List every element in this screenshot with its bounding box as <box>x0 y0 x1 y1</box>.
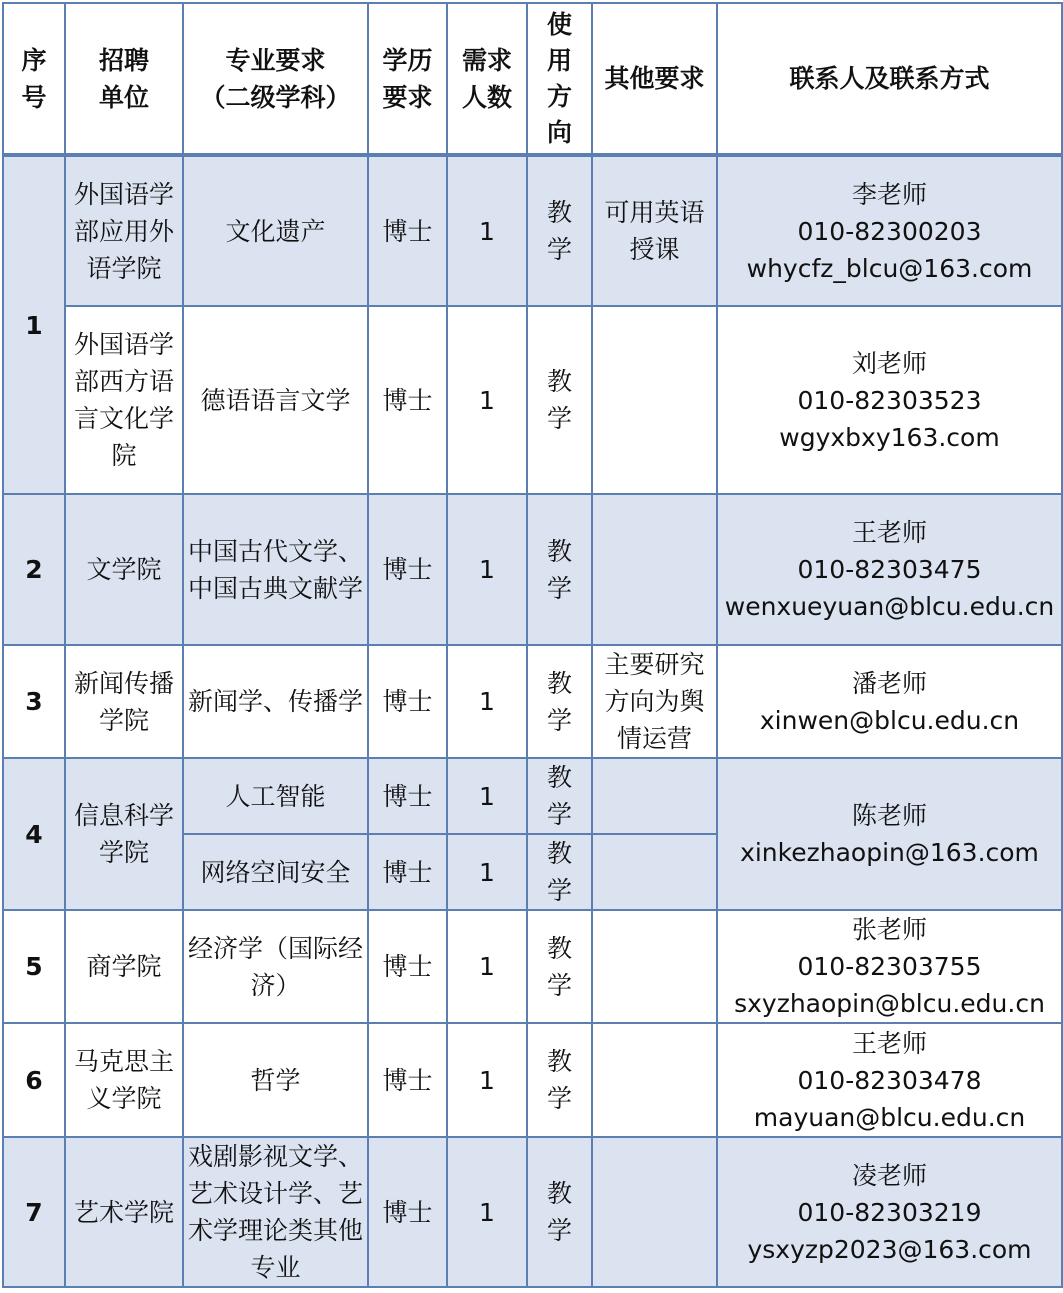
contact-cell <box>717 1137 1062 1287</box>
count-cell: 1 <box>447 1137 527 1287</box>
table-row <box>3 494 1062 645</box>
table-row <box>3 645 1062 758</box>
contact-cell <box>717 910 1062 1023</box>
contact-email: xinkezhaopin@163.com <box>740 838 1039 867</box>
degree-cell: 博士 <box>368 494 447 645</box>
contact-name: 王老师 <box>851 518 927 547</box>
direction-cell: 教 学 <box>527 1023 592 1137</box>
table-row <box>3 306 1062 494</box>
contact-phone: 010-82303219 <box>797 1197 982 1227</box>
table-row <box>3 758 1062 834</box>
other-cell <box>592 758 717 834</box>
row-index: 6 <box>3 1023 65 1137</box>
table-row <box>3 155 1062 306</box>
contact-name: 潘老师 <box>851 668 927 698</box>
contact-phone: 010-82303475 <box>797 555 982 584</box>
degree-cell: 博士 <box>368 910 447 1023</box>
recruitment-table <box>2 2 1063 1288</box>
contact-email: xinwen@blcu.edu.cn <box>759 705 1020 735</box>
major-cell: 哲学 <box>183 1023 368 1137</box>
contact-cell <box>717 494 1062 645</box>
direction-cell: 教 学 <box>527 910 592 1023</box>
unit-cell: 商学院 <box>65 910 183 1023</box>
major-cell: 新闻学、传播学 <box>183 645 368 758</box>
count-cell: 1 <box>447 645 527 758</box>
row-index: 2 <box>3 494 65 645</box>
contact-name: 刘老师 <box>851 348 927 378</box>
count-cell: 1 <box>447 758 527 834</box>
direction-cell: 教 学 <box>527 645 592 758</box>
count-cell: 1 <box>447 910 527 1023</box>
row-index: 7 <box>3 1137 65 1287</box>
count-cell: 1 <box>447 306 527 494</box>
major-cell: 德语语言文学 <box>183 306 368 494</box>
other-cell <box>592 1023 717 1137</box>
degree-cell: 博士 <box>368 306 447 494</box>
direction-cell: 教 学 <box>527 306 592 494</box>
unit-cell: 外国语学部应用外语学院 <box>65 155 183 306</box>
row-index: 5 <box>3 910 65 1023</box>
count-cell: 1 <box>447 834 527 910</box>
contact-name: 李老师 <box>851 179 927 209</box>
contact-phone: 010-82300203 <box>797 216 982 246</box>
degree-cell: 博士 <box>368 155 447 306</box>
contact-cell <box>717 306 1062 494</box>
direction-cell: 教 学 <box>527 1137 592 1287</box>
other-cell <box>592 910 717 1023</box>
contact-cell <box>717 1023 1062 1137</box>
degree-cell: 博士 <box>368 834 447 910</box>
header-major: 专业要求 （二级学科） <box>183 3 368 155</box>
header-count: 需求 人数 <box>447 3 527 155</box>
contact-email: mayuan@blcu.edu.cn <box>753 1102 1026 1132</box>
other-cell <box>592 494 717 645</box>
other-cell: 可用英语授课 <box>592 155 717 306</box>
direction-cell: 教 学 <box>527 155 592 306</box>
table-row <box>3 1137 1062 1287</box>
contact-email: whycfz_blcu@163.com <box>746 253 1033 283</box>
contact-name: 凌老师 <box>851 1160 927 1190</box>
header-contact: 联系人及联系方式 <box>717 3 1062 155</box>
direction-cell: 教 学 <box>527 494 592 645</box>
major-cell: 经济学（国际经济） <box>183 910 368 1023</box>
row-index: 3 <box>3 645 65 758</box>
degree-cell: 博士 <box>368 645 447 758</box>
row-index: 4 <box>3 758 65 910</box>
count-cell: 1 <box>447 155 527 306</box>
table-row <box>3 910 1062 1023</box>
other-cell: 主要研究方向为舆情运营 <box>592 645 717 758</box>
contact-email: ysxyzp2023@163.com <box>747 1234 1032 1264</box>
unit-cell: 马克思主义学院 <box>65 1023 183 1137</box>
contact-cell <box>717 155 1062 306</box>
contact-email: sxyzhaopin@blcu.edu.cn <box>734 989 1045 1018</box>
other-cell <box>592 834 717 910</box>
major-cell: 中国古代文学、中国古典文献学 <box>183 494 368 645</box>
header-other: 其他要求 <box>592 3 717 155</box>
contact-cell <box>717 645 1062 758</box>
contact-email: wenxueyuan@blcu.edu.cn <box>724 592 1055 621</box>
contact-name: 陈老师 <box>851 801 927 830</box>
row-index: 1 <box>3 155 65 494</box>
direction-cell: 教 学 <box>527 758 592 834</box>
contact-email: wgyxbxy163.com <box>779 422 1000 452</box>
major-cell: 网络空间安全 <box>183 834 368 910</box>
count-cell: 1 <box>447 1023 527 1137</box>
major-cell: 戏剧影视文学、艺术设计学、艺术学理论类其他专业 <box>183 1137 368 1287</box>
unit-cell: 信息科学学院 <box>65 758 183 910</box>
contact-cell <box>717 758 1062 910</box>
direction-cell: 教 学 <box>527 834 592 910</box>
unit-cell: 新闻传播学院 <box>65 645 183 758</box>
header-row <box>3 3 1062 155</box>
count-cell: 1 <box>447 494 527 645</box>
contact-phone: 010-82303478 <box>797 1065 982 1095</box>
other-cell <box>592 306 717 494</box>
header-degree: 学历 要求 <box>368 3 447 155</box>
contact-phone: 010-82303755 <box>797 952 982 981</box>
header-direction: 使 用 方 向 <box>527 3 592 155</box>
contact-name: 张老师 <box>851 915 927 944</box>
major-cell: 文化遗产 <box>183 155 368 306</box>
header-unit: 招聘 单位 <box>65 3 183 155</box>
unit-cell: 艺术学院 <box>65 1137 183 1287</box>
contact-phone: 010-82303523 <box>797 385 982 415</box>
unit-cell: 文学院 <box>65 494 183 645</box>
header-index: 序 号 <box>3 3 65 155</box>
degree-cell: 博士 <box>368 1023 447 1137</box>
major-cell: 人工智能 <box>183 758 368 834</box>
degree-cell: 博士 <box>368 758 447 834</box>
other-cell <box>592 1137 717 1287</box>
degree-cell: 博士 <box>368 1137 447 1287</box>
unit-cell: 外国语学部西方语言文化学院 <box>65 306 183 494</box>
contact-name: 王老师 <box>851 1028 927 1058</box>
table-row <box>3 1023 1062 1137</box>
